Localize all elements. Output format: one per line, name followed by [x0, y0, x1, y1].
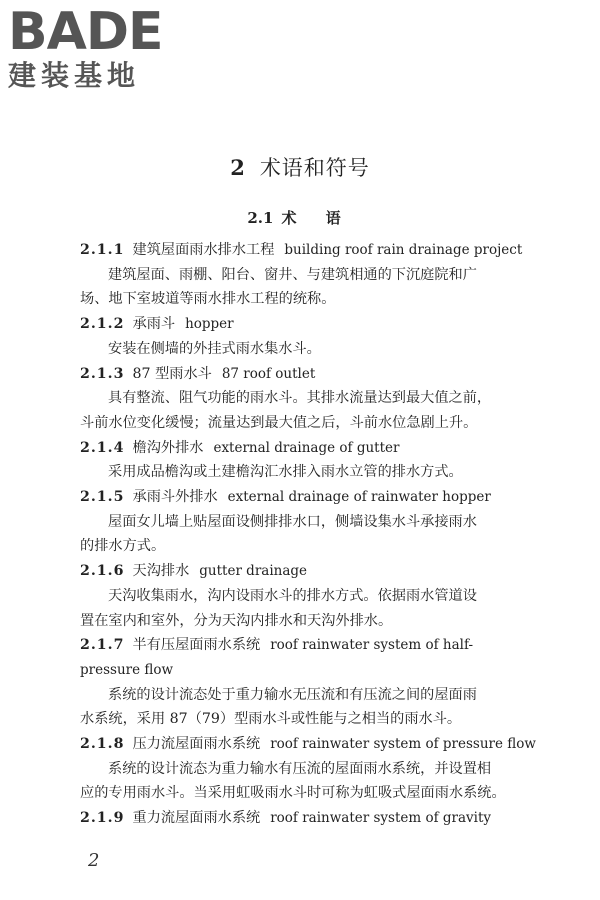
term-english: roof rainwater system of pressure flow	[270, 736, 536, 753]
term-chinese: 半有压屋面雨水系统	[132, 637, 261, 654]
term-english: external drainage of gutter	[213, 439, 400, 456]
clause-number: 2.1.1	[80, 242, 125, 258]
clause-heading	[80, 559, 520, 584]
term-chinese: 天沟排水	[132, 563, 190, 580]
clause-number: 2.1.5	[80, 489, 125, 506]
clause-heading	[80, 436, 520, 461]
clause-heading	[80, 485, 520, 510]
clause-heading	[80, 238, 523, 263]
term-english: gutter drainage	[199, 563, 308, 580]
term-english: roof rainwater system of gravity	[270, 810, 492, 827]
clause-list	[80, 238, 536, 831]
definition-text: 天沟收集雨水，沟内设雨水斗的排水方式。依据雨水管道设	[108, 587, 477, 604]
term-english: roof rainwater system of half-	[270, 637, 474, 654]
clause-number: 2.1.4	[80, 439, 125, 456]
brand-logo	[8, 4, 163, 92]
term-english: building roof rain drainage project	[284, 242, 523, 258]
term-chinese: 87 型雨水斗	[132, 365, 212, 382]
clause-heading	[80, 732, 536, 757]
term-chinese: 建筑屋面雨水排水工程	[132, 242, 275, 258]
chapter-number: 2	[230, 155, 246, 180]
definition-text: 安装在侧墙的外挂式雨水集水斗。	[108, 340, 321, 357]
clause-number: 2.1.2	[80, 316, 125, 333]
clause-heading	[80, 362, 520, 387]
clause-heading	[80, 806, 520, 831]
page-number: 2	[88, 850, 100, 871]
definition-text: 系统的设计流态处于重力输水无压流和有压流之间的屋面雨	[108, 686, 477, 703]
term-english: external drainage of rainwater hopper	[227, 489, 491, 506]
definition-text: 斗前水位变化缓慢；流量达到最大值之后，斗前水位急剧上升。	[80, 414, 478, 431]
section-heading	[0, 207, 600, 228]
logo-brand-text: BADE	[8, 2, 163, 62]
definition-text: 屋面女儿墙上贴屋面设侧排排水口，侧墙设集水斗承接雨水	[108, 513, 477, 530]
definition-text: 建筑屋面、雨棚、阳台、窗井、与建筑相通的下沉庭院和广	[108, 266, 477, 283]
definition-text: 具有整流、阻气功能的雨水斗。其排水流量达到最大值之前，	[108, 390, 492, 407]
definition-text: 应的专用雨水斗。当采用虹吸雨水斗时可称为虹吸式屋面雨水系统。	[80, 785, 506, 802]
clause-heading	[80, 633, 520, 658]
definition-text: 水系统，采用 87（79）型雨水斗或性能与之相当的雨水斗。	[80, 711, 462, 728]
chapter-title: 术语和符号	[259, 156, 370, 180]
clause-number: 2.1.9	[80, 810, 125, 827]
logo-subtitle: 建装基地	[8, 59, 141, 92]
term-english-continued: pressure flow	[80, 661, 174, 678]
term-chinese: 檐沟外排水	[132, 439, 204, 456]
section-title: 术 语	[281, 209, 353, 227]
clause-number: 2.1.6	[80, 563, 125, 580]
term-english: hopper	[185, 316, 234, 333]
clause-number: 2.1.8	[80, 736, 125, 753]
clause-number: 2.1.7	[80, 637, 125, 654]
term-chinese: 承雨斗外排水	[132, 489, 218, 506]
chapter-heading	[0, 152, 600, 182]
term-chinese: 压力流屋面雨水系统	[132, 736, 261, 753]
logo-wordmark	[8, 4, 163, 60]
term-chinese: 重力流屋面雨水系统	[132, 810, 261, 827]
definition-text: 置在室内和室外，分为天沟内排水和天沟外排水。	[80, 612, 393, 629]
definition-text: 场、地下室坡道等雨水排水工程的统称。	[80, 291, 336, 308]
definition-text: 系统的设计流态为重力输水有压流的屋面雨水系统，并设置相	[108, 760, 492, 777]
section-number: 2.1	[247, 209, 274, 227]
clause-heading	[80, 312, 520, 337]
definition-text: 采用成品檐沟或土建檐沟汇水排入雨水立管的排水方式。	[108, 464, 463, 481]
term-chinese: 承雨斗	[132, 316, 176, 333]
term-english: 87 roof outlet	[221, 365, 316, 382]
definition-text: 的排水方式。	[80, 538, 166, 555]
clause-number: 2.1.3	[80, 365, 125, 382]
